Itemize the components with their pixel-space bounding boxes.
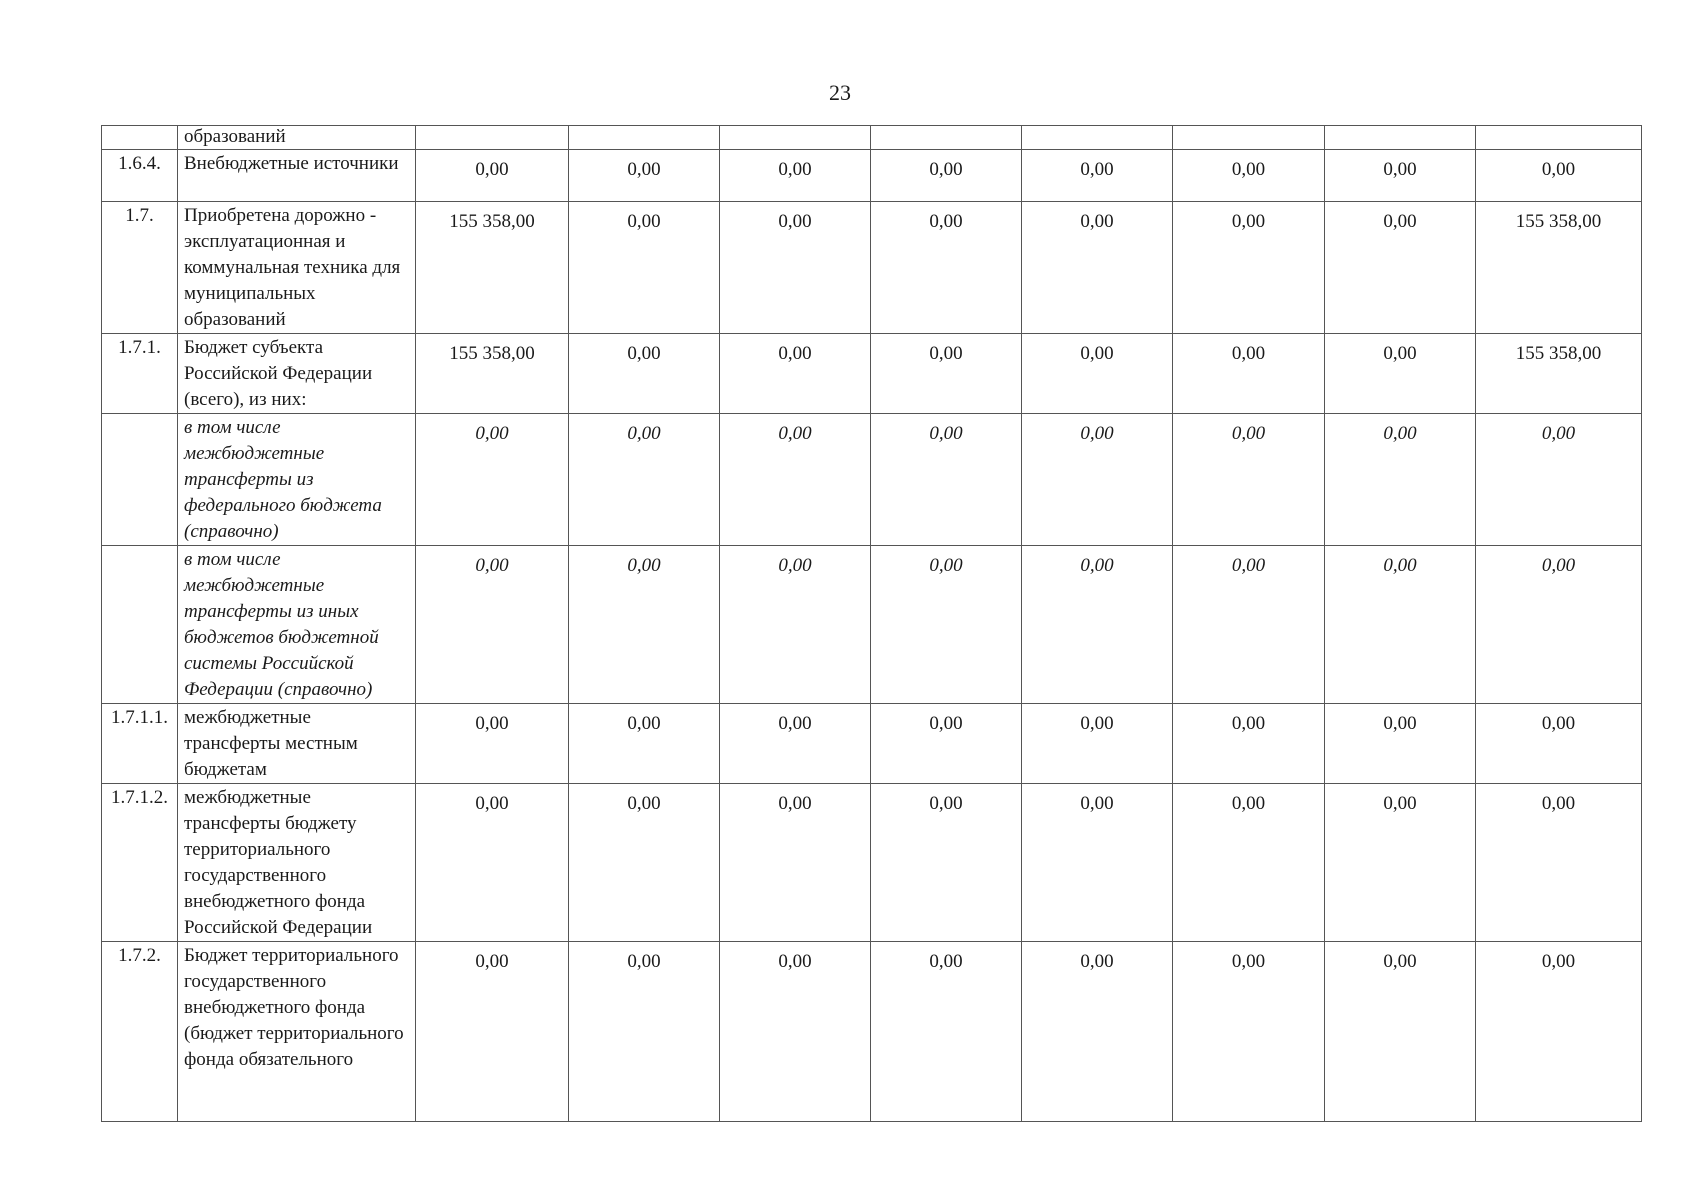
value-cell: 0,00 <box>416 150 569 202</box>
row-number: 1.6.4. <box>102 150 178 202</box>
value-cell: 0,00 <box>871 414 1022 546</box>
table-row <box>102 126 1642 150</box>
value-cell: 0,00 <box>1173 202 1325 334</box>
row-label: Внебюджетные источники <box>178 150 416 202</box>
value-cell: 0,00 <box>1173 546 1325 704</box>
value-cell: 0,00 <box>416 414 569 546</box>
row-number <box>102 126 178 150</box>
value-cell: 0,00 <box>1325 334 1476 414</box>
value-cell: 0,00 <box>1022 334 1173 414</box>
value-cell: 0,00 <box>871 150 1022 202</box>
row-label: Бюджет субъекта Российской Федерации (всего), из них: <box>178 334 416 414</box>
value-cell: 0,00 <box>569 334 720 414</box>
value-cell: 0,00 <box>1476 704 1642 784</box>
table-row <box>102 704 1642 784</box>
row-label: в том числе межбюджетные трансферты из иных бюджетов бюджетной системы Российской Федерации (справочно) <box>178 546 416 704</box>
table-row <box>102 546 1642 704</box>
budget-table <box>101 125 1642 1122</box>
value-cell: 155 358,00 <box>416 202 569 334</box>
value-cell: 0,00 <box>1173 704 1325 784</box>
value-cell: 155 358,00 <box>416 334 569 414</box>
row-number: 1.7.1.1. <box>102 704 178 784</box>
value-cell: 0,00 <box>871 704 1022 784</box>
value-cell: 0,00 <box>1325 150 1476 202</box>
row-label: Приобретена дорожно - эксплуатационная и коммунальная техника для муниципальных образований <box>178 202 416 334</box>
value-cell: 0,00 <box>871 942 1022 1122</box>
table-row <box>102 150 1642 202</box>
value-cell: 0,00 <box>1476 942 1642 1122</box>
value-cell <box>1022 126 1173 150</box>
value-cell: 0,00 <box>1022 784 1173 942</box>
row-label: образований <box>178 126 416 150</box>
value-cell: 0,00 <box>720 942 871 1122</box>
value-cell: 0,00 <box>720 202 871 334</box>
table-row <box>102 414 1642 546</box>
value-cell: 0,00 <box>569 704 720 784</box>
value-cell <box>1325 126 1476 150</box>
value-cell: 0,00 <box>1022 414 1173 546</box>
value-cell <box>416 126 569 150</box>
value-cell: 0,00 <box>1325 704 1476 784</box>
value-cell: 0,00 <box>720 414 871 546</box>
value-cell: 155 358,00 <box>1476 202 1642 334</box>
value-cell: 0,00 <box>720 546 871 704</box>
value-cell: 0,00 <box>569 202 720 334</box>
value-cell: 0,00 <box>416 784 569 942</box>
value-cell: 0,00 <box>871 334 1022 414</box>
value-cell: 0,00 <box>1476 414 1642 546</box>
value-cell: 0,00 <box>1325 202 1476 334</box>
value-cell: 0,00 <box>1173 784 1325 942</box>
value-cell: 0,00 <box>871 546 1022 704</box>
value-cell: 0,00 <box>720 334 871 414</box>
value-cell: 0,00 <box>720 150 871 202</box>
row-label: в том числе межбюджетные трансферты из федерального бюджета (справочно) <box>178 414 416 546</box>
value-cell: 0,00 <box>1173 414 1325 546</box>
value-cell: 0,00 <box>1476 150 1642 202</box>
value-cell: 0,00 <box>720 704 871 784</box>
value-cell: 0,00 <box>1325 784 1476 942</box>
value-cell: 0,00 <box>416 704 569 784</box>
row-number: 1.7.1.2. <box>102 784 178 942</box>
value-cell: 0,00 <box>1325 414 1476 546</box>
value-cell: 0,00 <box>416 546 569 704</box>
row-label: межбюджетные трансферты местным бюджетам <box>178 704 416 784</box>
value-cell: 0,00 <box>569 546 720 704</box>
value-cell: 0,00 <box>569 414 720 546</box>
table-row <box>102 202 1642 334</box>
value-cell <box>871 126 1022 150</box>
value-cell <box>720 126 871 150</box>
value-cell: 0,00 <box>1022 546 1173 704</box>
value-cell: 0,00 <box>1022 150 1173 202</box>
table-row <box>102 784 1642 942</box>
value-cell: 0,00 <box>1173 942 1325 1122</box>
row-number: 1.7. <box>102 202 178 334</box>
value-cell: 0,00 <box>1173 150 1325 202</box>
value-cell <box>1476 126 1642 150</box>
value-cell: 0,00 <box>871 784 1022 942</box>
value-cell: 0,00 <box>416 942 569 1122</box>
page-number: 23 <box>829 80 851 105</box>
value-cell: 0,00 <box>569 150 720 202</box>
row-label: межбюджетные трансферты бюджету территориального государственного внебюджетного фонда Российской Федерации <box>178 784 416 942</box>
row-number: 1.7.2. <box>102 942 178 1122</box>
table-row <box>102 942 1642 1122</box>
row-label: Бюджет территориального государственного внебюджетного фонда (бюджет территориального фонда обязательного <box>178 942 416 1122</box>
value-cell: 0,00 <box>569 784 720 942</box>
row-number: 1.7.1. <box>102 334 178 414</box>
value-cell: 0,00 <box>1325 942 1476 1122</box>
value-cell: 0,00 <box>720 784 871 942</box>
value-cell: 0,00 <box>1022 202 1173 334</box>
value-cell: 0,00 <box>1022 942 1173 1122</box>
value-cell <box>1173 126 1325 150</box>
value-cell: 0,00 <box>1325 546 1476 704</box>
value-cell: 0,00 <box>1476 546 1642 704</box>
value-cell: 0,00 <box>871 202 1022 334</box>
table-row <box>102 334 1642 414</box>
value-cell: 0,00 <box>1173 334 1325 414</box>
value-cell: 0,00 <box>569 942 720 1122</box>
row-number <box>102 546 178 704</box>
row-number <box>102 414 178 546</box>
value-cell: 0,00 <box>1022 704 1173 784</box>
value-cell: 155 358,00 <box>1476 334 1642 414</box>
value-cell <box>569 126 720 150</box>
value-cell: 0,00 <box>1476 784 1642 942</box>
